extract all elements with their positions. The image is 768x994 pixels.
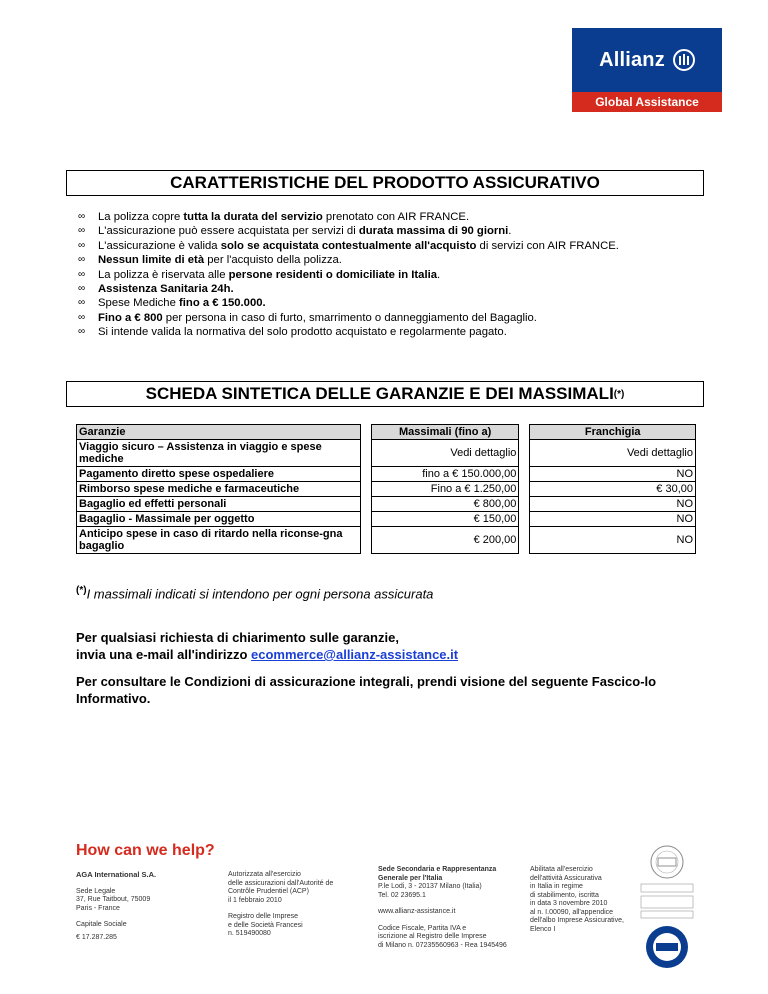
footer-col-italy-office: Sede Secondaria e Rappresentanza Generale per l'Italia P.le Lodi, 3 - 20137 Milano (Italia) Tel. 02 23695.1 www.allianz-assistance.it Codice Fiscale, Partita IVA e iscrizione al Registro delle Imprese di Milano n. 07235560963 - Rea 1945496 xyxy=(378,866,507,949)
table-row xyxy=(77,527,696,554)
cell-massimale: € 150,00 xyxy=(371,512,518,527)
header-garanzie: Garanzie xyxy=(77,425,361,440)
table-row xyxy=(77,482,696,497)
bullet-icon: ∞ xyxy=(78,268,86,280)
cell-garanzia: Rimborso spese mediche e farmaceutiche xyxy=(77,482,361,497)
section-title-text: CARATTERISTICHE DEL PRODOTTO ASSICURATIVO xyxy=(170,173,600,192)
contact-block xyxy=(76,629,458,663)
fascicolo-text: Per consultare le Condizioni di assicurazione integrali, prendi visione del seguente Fascico-lo Informativo. xyxy=(76,674,657,706)
section-title-text: SCHEDA SINTETICA DELLE GARANZIE E DEI MASSIMALI xyxy=(145,384,614,403)
table-header-row xyxy=(77,425,696,440)
feature-text: L'assicurazione può essere acquistata per servizi di durata massima di 90 giorni. xyxy=(98,225,512,238)
table-row xyxy=(77,497,696,512)
feature-text: Spese Mediche fino a € 150.000. xyxy=(98,297,266,310)
bullet-icon: ∞ xyxy=(78,211,86,222)
footnote-mark: (*) xyxy=(613,388,625,400)
feature-item xyxy=(78,311,738,325)
footnote-mark: (*) xyxy=(76,585,87,596)
header-massimali: Massimali (fino a) xyxy=(371,425,518,440)
feature-item xyxy=(78,224,738,238)
bullet-icon: ∞ xyxy=(78,282,86,294)
features-list xyxy=(78,210,738,340)
footnote-text: I massimali indicati si intendono per ogni persona assicurata xyxy=(86,586,434,602)
logo-tagline: Global Assistance xyxy=(572,92,722,112)
bullet-icon: ∞ xyxy=(78,311,86,323)
cell-franchigia: € 30,00 xyxy=(530,482,696,497)
table-row xyxy=(77,467,696,482)
bullet-icon: ∞ xyxy=(78,326,86,338)
allianz-logo xyxy=(572,28,722,112)
table-row xyxy=(77,440,696,467)
cell-massimale: fino a € 150.000,00 xyxy=(371,467,518,482)
bullet-icon: ∞ xyxy=(78,239,86,251)
bullet-icon: ∞ xyxy=(78,254,86,266)
cell-massimale: € 200,00 xyxy=(371,527,518,554)
cell-massimale: Fino a € 1.250,00 xyxy=(371,482,518,497)
eagle-emblem-icon xyxy=(673,49,695,71)
cell-massimale: € 800,00 xyxy=(371,497,518,512)
cell-franchigia: NO xyxy=(530,527,696,554)
feature-text: La polizza copre tutta la durata del servizio prenotato con AIR FRANCE. xyxy=(98,211,470,223)
header-franchigia: Franchigia xyxy=(530,425,696,440)
feature-text: Nessun limite di età per l'acquisto della polizza. xyxy=(98,254,342,267)
cell-franchigia: Vedi dettaglio xyxy=(530,440,696,467)
cell-massimale: Vedi dettaglio xyxy=(371,440,518,467)
feature-item xyxy=(78,325,738,339)
section-title-features xyxy=(66,170,704,196)
cell-garanzia: Pagamento diretto spese ospedaliere xyxy=(77,467,361,482)
section-title-guarantees xyxy=(66,381,704,407)
logo-brand: Allianz xyxy=(599,48,665,71)
cell-franchigia: NO xyxy=(530,497,696,512)
contact-line: invia una e-mail all'indirizzo ecommerce@allianz-assistance.it xyxy=(76,647,459,662)
feature-text: Assistenza Sanitaria 24h. xyxy=(98,282,234,295)
footer-col-authorization: Autorizzata all'esercizio delle assicurazioni dall'Autorité de Contrôle Prudentiel (ACP) il 1 febbraio 2010 Registro delle Imprese e delle Società Francesi n. 519490080 xyxy=(228,871,334,937)
help-heading: How can we help? xyxy=(76,842,215,859)
cell-garanzia: Bagaglio - Massimale per oggetto xyxy=(77,512,361,527)
cell-franchigia: NO xyxy=(530,467,696,482)
email-link[interactable]: ecommerce@allianz-assistance.it xyxy=(251,647,459,662)
cell-garanzia: Bagaglio ed effetti personali xyxy=(77,497,361,512)
certification-badges-icon xyxy=(636,844,698,974)
feature-item xyxy=(78,296,738,310)
cell-garanzia: Anticipo spese in caso di ritardo nella riconse-gna bagaglio xyxy=(77,527,361,554)
cell-garanzia: Viaggio sicuro – Assistenza in viaggio e spese mediche xyxy=(77,440,361,467)
feature-item xyxy=(78,210,738,224)
feature-item xyxy=(78,268,738,282)
feature-item xyxy=(78,239,738,253)
contact-line: Per qualsiasi richiesta di chiarimento sulle garanzie, xyxy=(76,630,399,645)
feature-text: Si intende valida la normativa del solo prodotto acquistato e regolarmente pagato. xyxy=(98,326,507,339)
footer-col-company: AGA International S.A. Sede Legale 37, Rue Taitbout, 75009 Paris - France Capitale Sociale € 17.287.285 xyxy=(76,870,157,941)
feature-item xyxy=(78,282,738,296)
feature-text: Fino a € 800 per persona in caso di furto, smarrimento o danneggiamento del Bagaglio. xyxy=(98,311,537,324)
feature-item xyxy=(78,253,738,267)
footer-col-registration: Abilitata all'esercizio dell'attività Assicurativa in Italia in regime di stabilimento, iscritta in data 3 novembre 2010 al n. I.00090, all'appendice dell'albo Imprese Assicurative, Elenco I xyxy=(530,866,624,933)
feature-text: L'assicurazione è valida solo se acquistata contestualmente all'acquisto di servizi con AIR FRANCE. xyxy=(98,239,619,252)
bullet-icon: ∞ xyxy=(78,225,86,237)
guarantees-table xyxy=(76,424,696,554)
bullet-icon: ∞ xyxy=(78,297,86,309)
feature-text: La polizza è riservata alle persone residenti o domiciliate in Italia. xyxy=(98,268,441,281)
footnote xyxy=(76,585,433,601)
table-row xyxy=(77,512,696,527)
cell-franchigia: NO xyxy=(530,512,696,527)
